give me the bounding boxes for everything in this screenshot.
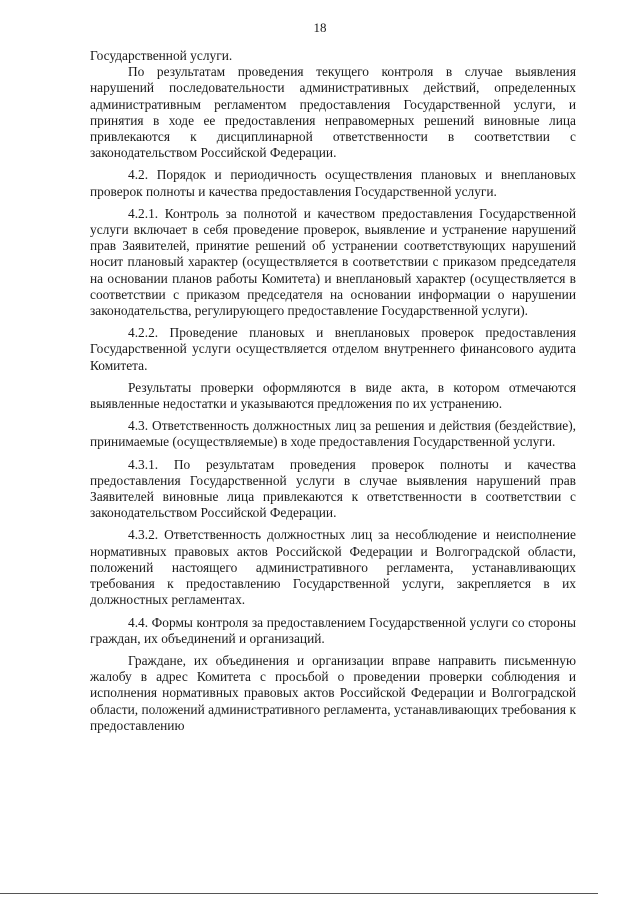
- document-body: [90, 48, 576, 734]
- paragraph-4-3-2: 4.3.2. Ответственность должностных лиц за несоблюдение и неисполнение нормативных правовых актов Российской Федерации и Волгоградской области, положений настоящего административного регламента, устанавливающих требования к предоставлению Государственной услуги, закрепляется в их должностных регламентах.: [90, 527, 576, 608]
- paragraph-continuation: Государственной услуги.: [90, 48, 233, 63]
- page-number: 18: [313, 20, 327, 35]
- paragraph-4-2-1: 4.2.1. Контроль за полнотой и качеством предоставления Государственной услуги включает в себя проведение проверок, выявление и устранение нарушений прав Заявителей, принятие решений об устранении соответствующих нарушений носит плановый характер (осуществляется в соответствии с приказом председателя на основании планов работы Комитета) и внеплановый характер (осуществляется в соответствии с приказом председателя на основании информации о нарушении законодательства, регулирующего предоставление Государственной услуги).: [90, 205, 576, 319]
- section-heading-4-4: 4.4. Формы контроля за предоставлением Государственной услуги со стороны граждан, их объединений и организаций.: [90, 614, 576, 646]
- paragraph-inspection-results: Результаты проверки оформляются в виде акта, в котором отмечаются выявленные недостатки и указываются предложения по их устранению.: [90, 379, 576, 412]
- paragraph-current-control-results: По результатам проведения текущего контроля в случае выявления нарушений последовательности административных действий, определенных административным регламентом предоставления Государственной услуги, и принятия в ходе ее предоставления неправомерных решений виновные лица привлекаются к дисциплинарной ответственности в соответствии с законодательством Российской Федерации.: [90, 64, 576, 161]
- bottom-rule: [0, 893, 598, 894]
- section-heading-4-2: 4.2. Порядок и периодичность осуществления плановых и внеплановых проверок полноты и качества предоставления Государственной услуги.: [90, 167, 576, 199]
- paragraph-4-2-2: 4.2.2. Проведение плановых и внеплановых проверок предоставления Государственной услуги осуществляется отделом внутреннего финансового аудита Комитета.: [90, 325, 576, 373]
- section-heading-4-3: 4.3. Ответственность должностных лиц за решения и действия (бездействие), принимаемые (осуществляемые) в ходе предоставления Государственной услуги.: [90, 418, 576, 450]
- paragraph-citizens-complaint: Граждане, их объединения и организации вправе направить письменную жалобу в адрес Комитета с просьбой о проведении проверки соблюдения и исполнения нормативных правовых актов Российской Федерации и Волгоградской области, положений административного регламента, устанавливающих требования к предоставлению: [90, 652, 576, 733]
- paragraph-4-3-1: 4.3.1. По результатам проведения проверок полноты и качества предоставления Государственной услуги в случае выявления нарушений прав Заявителей виновные лица привлекаются к ответственности в соответствии с законодательством Российской Федерации.: [90, 456, 576, 521]
